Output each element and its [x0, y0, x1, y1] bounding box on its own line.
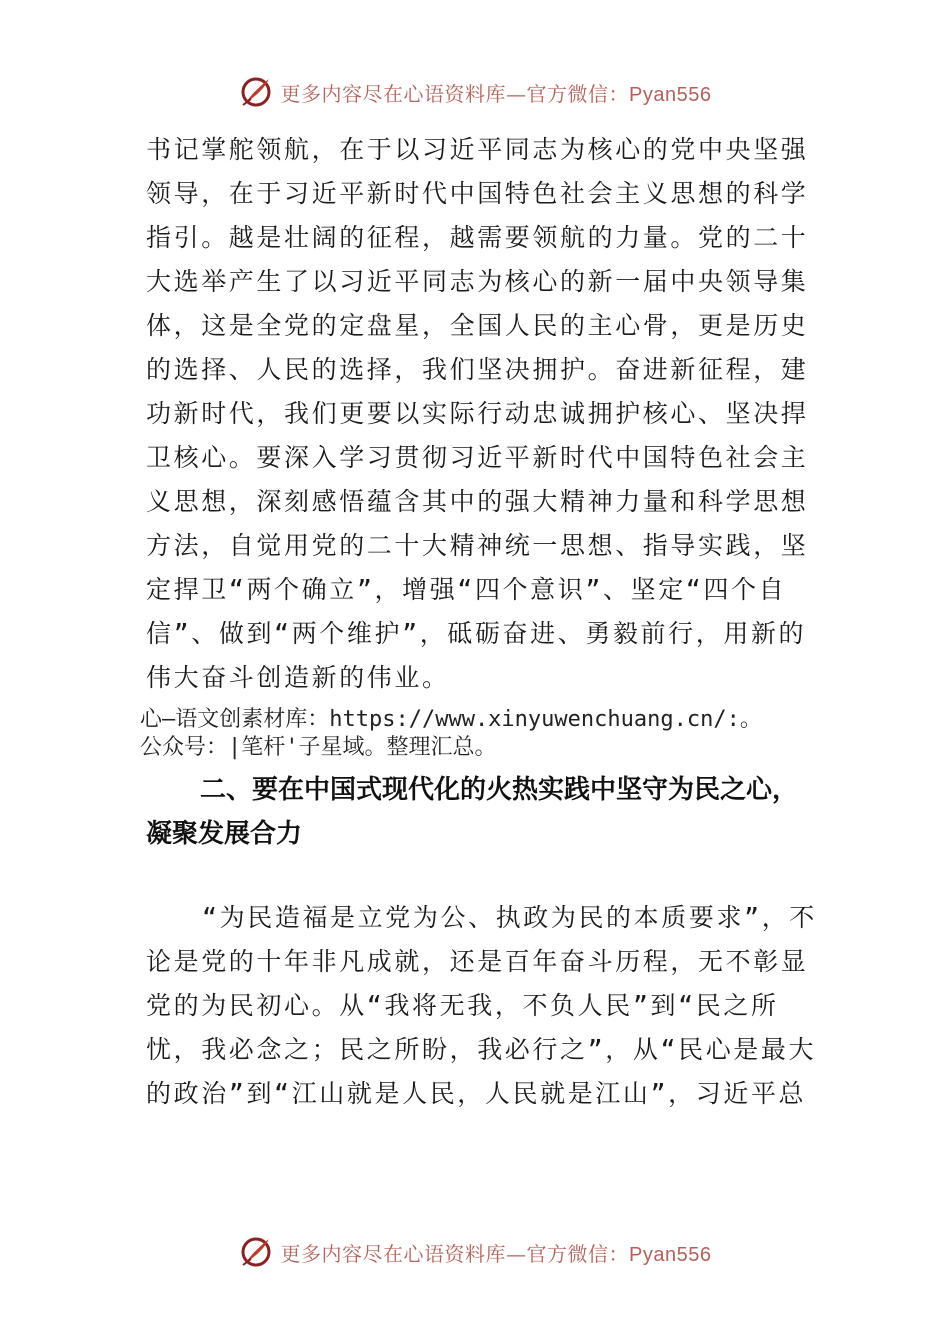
text-line: 忧，我必念之；民之所盼，我必行之”，从“民心是最大	[146, 1035, 817, 1064]
header-banner-text	[281, 78, 712, 107]
page-footer-banner	[0, 1232, 950, 1272]
text-line: 伟大奋斗创造新的伟业。	[146, 663, 450, 692]
text-line: 的选择、人民的选择，我们坚决拥护。奋进新征程，建	[146, 355, 809, 384]
footer-banner-label: 更多内容尽在心语资料库—官方微信：	[280, 1241, 630, 1266]
text-line: 论是党的十年非凡成就，还是百年奋斗历程，无不彰显	[146, 947, 809, 976]
text-line: 的政治”到“江山就是人民，人民就是江山”，习近平总	[146, 1079, 807, 1108]
text-line: 定捍卫“两个确立”，增强“四个意识”、坚定“四个自	[146, 575, 787, 604]
footer-wechat-id: Pyan556	[629, 1243, 712, 1266]
text-line: 义思想，深刻感悟蕴含其中的强大精神力量和科学思想	[146, 487, 809, 516]
header-banner-label: 更多内容尽在心语资料库—官方微信：	[280, 81, 630, 106]
text-line: 书记掌舵领航，在于以习近平同志为核心的党中央坚强	[146, 135, 809, 164]
section-heading	[146, 768, 826, 856]
text-line: “为民造福是立党为公、执政为民的本质要求”，不	[202, 903, 817, 932]
source-account-line: 公众号：|笔杆'子星域。整理汇总。	[140, 735, 497, 760]
text-line: 卫核心。要深入学习贯彻习近平新时代中国特色社会主	[146, 443, 809, 472]
text-line: 指引。越是壮阔的征程，越需要领航的力量。党的二十	[146, 223, 809, 252]
section-paragraph	[146, 896, 816, 1116]
text-line: 领导，在于习近平新时代中国特色社会主义思想的科学	[146, 179, 809, 208]
heading-line-2: 凝聚发展合力	[146, 819, 303, 849]
text-line: 大选举产生了以习近平同志为核心的新一届中央领导集	[146, 267, 809, 296]
heading-line-1: 二、要在中国式现代化的火热实践中坚守为民之心，	[200, 775, 799, 805]
quill-logo-icon	[239, 1235, 273, 1269]
text-line: 方法，自觉用党的二十大精神统一思想、指导实践，坚	[146, 531, 809, 560]
body-paragraph	[146, 128, 816, 700]
text-line: 信”、做到“两个维护”，砥砺奋进、勇毅前行，用新的	[146, 619, 807, 648]
page-header-banner	[0, 72, 950, 112]
source-note	[140, 706, 830, 762]
source-url-line: 心—语文创素材库：https://www.xinyuwenchuang.cn/:。	[140, 707, 762, 732]
text-line: 体，这是全党的定盘星，全国人民的主心骨，更是历史	[146, 311, 809, 340]
footer-banner-text	[281, 1238, 712, 1267]
text-line: 功新时代，我们更要以实际行动忠诚拥护核心、坚决捍	[146, 399, 809, 428]
text-line: 党的为民初心。从“我将无我，不负人民”到“民之所	[146, 991, 779, 1020]
quill-logo-icon	[239, 75, 273, 109]
header-wechat-id: Pyan556	[629, 83, 712, 106]
